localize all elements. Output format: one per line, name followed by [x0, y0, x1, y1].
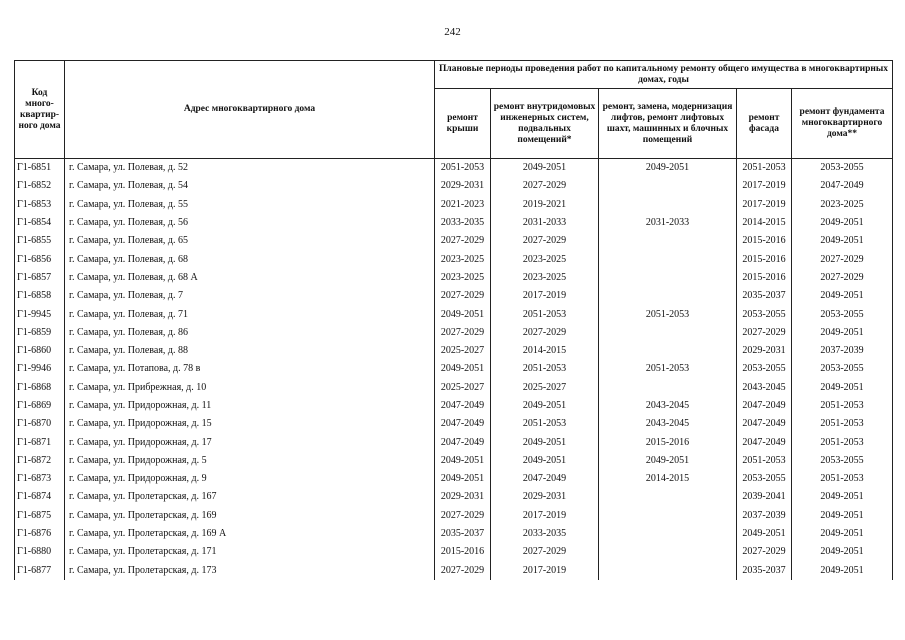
- cell-code: Г1-6859: [15, 324, 65, 342]
- cell-roof: 2025-2027: [435, 342, 491, 360]
- cell-address: г. Самара, ул. Полевая, д. 54: [65, 177, 435, 195]
- cell-facade: 2047-2049: [737, 397, 792, 415]
- cell-foundation: 2047-2049: [792, 177, 893, 195]
- cell-code: Г1-6856: [15, 250, 65, 268]
- cell-facade: 2027-2029: [737, 543, 792, 561]
- cell-address: г. Самара, ул. Полевая, д. 52: [65, 159, 435, 178]
- cell-elevators: [599, 269, 737, 287]
- cell-roof: 2027-2029: [435, 562, 491, 580]
- cell-roof: 2021-2023: [435, 196, 491, 214]
- cell-address: г. Самара, ул. Придорожная, д. 11: [65, 397, 435, 415]
- cell-address: г. Самара, ул. Придорожная, д. 17: [65, 433, 435, 451]
- table-row: [15, 305, 893, 323]
- cell-elevators: [599, 342, 737, 360]
- cell-roof: 2027-2029: [435, 287, 491, 305]
- table-row: [15, 470, 893, 488]
- cell-code: Г1-6851: [15, 159, 65, 178]
- table-row: [15, 433, 893, 451]
- cell-address: г. Самара, ул. Полевая, д. 68 А: [65, 269, 435, 287]
- cell-systems: 2027-2029: [491, 232, 599, 250]
- cell-facade: 2015-2016: [737, 269, 792, 287]
- cell-systems: 2023-2025: [491, 250, 599, 268]
- cell-foundation: 2049-2051: [792, 287, 893, 305]
- cell-systems: 2029-2031: [491, 488, 599, 506]
- cell-address: г. Самара, ул. Полевая, д. 7: [65, 287, 435, 305]
- cell-systems: 2051-2053: [491, 415, 599, 433]
- cell-facade: 2053-2055: [737, 305, 792, 323]
- cell-roof: 2047-2049: [435, 397, 491, 415]
- cell-code: Г1-9945: [15, 305, 65, 323]
- cell-address: г. Самара, ул. Придорожная, д. 15: [65, 415, 435, 433]
- cell-facade: 2053-2055: [737, 470, 792, 488]
- cell-roof: 2047-2049: [435, 433, 491, 451]
- cell-elevators: [599, 196, 737, 214]
- table-row: [15, 250, 893, 268]
- cell-code: Г1-6855: [15, 232, 65, 250]
- cell-foundation: 2027-2029: [792, 250, 893, 268]
- table-row: [15, 324, 893, 342]
- cell-elevators: 2043-2045: [599, 397, 737, 415]
- cell-foundation: 2051-2053: [792, 397, 893, 415]
- cell-systems: 2027-2029: [491, 177, 599, 195]
- cell-code: Г1-6868: [15, 379, 65, 397]
- cell-address: г. Самара, ул. Полевая, д. 68: [65, 250, 435, 268]
- cell-foundation: 2051-2053: [792, 415, 893, 433]
- cell-code: Г1-6872: [15, 452, 65, 470]
- cell-code: Г1-6853: [15, 196, 65, 214]
- cell-elevators: [599, 507, 737, 525]
- table-row: [15, 507, 893, 525]
- cell-elevators: [599, 543, 737, 561]
- cell-roof: 2029-2031: [435, 177, 491, 195]
- cell-elevators: [599, 488, 737, 506]
- cell-elevators: [599, 379, 737, 397]
- cell-address: г. Самара, ул. Придорожная, д. 5: [65, 452, 435, 470]
- cell-facade: 2043-2045: [737, 379, 792, 397]
- cell-roof: 2023-2025: [435, 269, 491, 287]
- header-periods: Плановые периоды проведения работ по капитальному ремонту общего имущества в многоквартирных домах, годы: [435, 61, 893, 89]
- cell-elevators: 2014-2015: [599, 470, 737, 488]
- cell-code: Г1-6858: [15, 287, 65, 305]
- table-row: [15, 415, 893, 433]
- cell-systems: 2017-2019: [491, 507, 599, 525]
- cell-facade: 2037-2039: [737, 507, 792, 525]
- cell-code: Г1-6877: [15, 562, 65, 580]
- table-row: [15, 342, 893, 360]
- cell-roof: 2027-2029: [435, 507, 491, 525]
- cell-foundation: 2053-2055: [792, 305, 893, 323]
- cell-elevators: [599, 177, 737, 195]
- table-row: [15, 269, 893, 287]
- cell-facade: 2015-2016: [737, 250, 792, 268]
- cell-systems: 2033-2035: [491, 525, 599, 543]
- cell-address: г. Самара, ул. Пролетарская, д. 169 А: [65, 525, 435, 543]
- cell-facade: 2039-2041: [737, 488, 792, 506]
- table-row: [15, 214, 893, 232]
- header-facade: ремонт фасада: [737, 89, 792, 159]
- table-row: [15, 397, 893, 415]
- cell-address: г. Самара, ул. Придорожная, д. 9: [65, 470, 435, 488]
- cell-elevators: 2051-2053: [599, 360, 737, 378]
- cell-code: Г1-6875: [15, 507, 65, 525]
- cell-roof: 2049-2051: [435, 452, 491, 470]
- cell-foundation: 2027-2029: [792, 269, 893, 287]
- cell-facade: 2049-2051: [737, 525, 792, 543]
- cell-facade: 2051-2053: [737, 159, 792, 178]
- cell-roof: 2049-2051: [435, 360, 491, 378]
- cell-systems: 2051-2053: [491, 305, 599, 323]
- cell-roof: 2023-2025: [435, 250, 491, 268]
- cell-elevators: [599, 232, 737, 250]
- table-row: [15, 360, 893, 378]
- table-row: [15, 159, 893, 178]
- cell-facade: 2017-2019: [737, 177, 792, 195]
- cell-code: Г1-6870: [15, 415, 65, 433]
- page-number: 242: [444, 26, 461, 38]
- cell-systems: 2049-2051: [491, 452, 599, 470]
- cell-address: г. Самара, ул. Полевая, д. 55: [65, 196, 435, 214]
- cell-foundation: 2049-2051: [792, 232, 893, 250]
- cell-roof: 2029-2031: [435, 488, 491, 506]
- cell-elevators: 2051-2053: [599, 305, 737, 323]
- cell-systems: 2049-2051: [491, 433, 599, 451]
- cell-foundation: 2049-2051: [792, 507, 893, 525]
- cell-roof: 2035-2037: [435, 525, 491, 543]
- cell-systems: 2017-2019: [491, 287, 599, 305]
- repair-schedule-table: [14, 60, 893, 580]
- cell-address: г. Самара, ул. Полевая, д. 88: [65, 342, 435, 360]
- cell-systems: 2031-2033: [491, 214, 599, 232]
- cell-foundation: 2049-2051: [792, 543, 893, 561]
- cell-code: Г1-6854: [15, 214, 65, 232]
- cell-foundation: 2049-2051: [792, 379, 893, 397]
- cell-foundation: 2051-2053: [792, 433, 893, 451]
- cell-foundation: 2049-2051: [792, 562, 893, 580]
- cell-elevators: 2031-2033: [599, 214, 737, 232]
- cell-roof: 2027-2029: [435, 232, 491, 250]
- cell-elevators: 2049-2051: [599, 159, 737, 178]
- cell-foundation: 2049-2051: [792, 324, 893, 342]
- cell-facade: 2047-2049: [737, 415, 792, 433]
- header-roof: ремонт крыши: [435, 89, 491, 159]
- cell-systems: 2025-2027: [491, 379, 599, 397]
- table-row: [15, 196, 893, 214]
- cell-address: г. Самара, ул. Прибрежная, д. 10: [65, 379, 435, 397]
- cell-elevators: [599, 250, 737, 268]
- cell-elevators: 2043-2045: [599, 415, 737, 433]
- table-row: [15, 562, 893, 580]
- cell-address: г. Самара, ул. Пролетарская, д. 171: [65, 543, 435, 561]
- cell-code: Г1-6871: [15, 433, 65, 451]
- cell-facade: 2035-2037: [737, 287, 792, 305]
- cell-systems: 2049-2051: [491, 397, 599, 415]
- cell-roof: 2049-2051: [435, 305, 491, 323]
- cell-systems: 2017-2019: [491, 562, 599, 580]
- cell-code: Г1-6869: [15, 397, 65, 415]
- cell-systems: 2014-2015: [491, 342, 599, 360]
- cell-facade: 2017-2019: [737, 196, 792, 214]
- cell-code: Г1-6857: [15, 269, 65, 287]
- cell-facade: 2015-2016: [737, 232, 792, 250]
- table-row: [15, 525, 893, 543]
- cell-facade: 2029-2031: [737, 342, 792, 360]
- table-row: [15, 488, 893, 506]
- cell-foundation: 2053-2055: [792, 159, 893, 178]
- cell-address: г. Самара, ул. Пролетарская, д. 167: [65, 488, 435, 506]
- cell-foundation: 2037-2039: [792, 342, 893, 360]
- cell-code: Г1-9946: [15, 360, 65, 378]
- cell-roof: 2051-2053: [435, 159, 491, 178]
- cell-systems: 2023-2025: [491, 269, 599, 287]
- cell-address: г. Самара, ул. Пролетарская, д. 173: [65, 562, 435, 580]
- header-address: Адрес многоквартирного дома: [65, 61, 435, 159]
- cell-roof: 2015-2016: [435, 543, 491, 561]
- cell-foundation: 2023-2025: [792, 196, 893, 214]
- cell-address: г. Самара, ул. Полевая, д. 71: [65, 305, 435, 323]
- cell-facade: 2035-2037: [737, 562, 792, 580]
- cell-address: г. Самара, ул. Полевая, д. 86: [65, 324, 435, 342]
- cell-roof: 2049-2051: [435, 470, 491, 488]
- header-systems: ремонт внутридомовых инженерных систем, подвальных помещений*: [491, 89, 599, 159]
- cell-facade: 2014-2015: [737, 214, 792, 232]
- cell-elevators: [599, 287, 737, 305]
- cell-elevators: 2015-2016: [599, 433, 737, 451]
- cell-code: Г1-6880: [15, 543, 65, 561]
- header-elevators: ремонт, замена, модернизация лифтов, ремонт лифтовых шахт, машинных и блочных помещений: [599, 89, 737, 159]
- cell-code: Г1-6873: [15, 470, 65, 488]
- cell-roof: 2047-2049: [435, 415, 491, 433]
- cell-roof: 2025-2027: [435, 379, 491, 397]
- cell-elevators: 2049-2051: [599, 452, 737, 470]
- cell-systems: 2027-2029: [491, 324, 599, 342]
- cell-facade: 2051-2053: [737, 452, 792, 470]
- table-body: [15, 159, 893, 580]
- cell-foundation: 2053-2055: [792, 452, 893, 470]
- cell-foundation: 2053-2055: [792, 360, 893, 378]
- cell-elevators: [599, 562, 737, 580]
- cell-facade: 2047-2049: [737, 433, 792, 451]
- cell-facade: 2053-2055: [737, 360, 792, 378]
- table-row: [15, 177, 893, 195]
- table-row: [15, 232, 893, 250]
- cell-code: Г1-6876: [15, 525, 65, 543]
- cell-address: г. Самара, ул. Пролетарская, д. 169: [65, 507, 435, 525]
- header-code: Код много-квартир-ного дома: [15, 61, 65, 159]
- cell-systems: 2027-2029: [491, 543, 599, 561]
- cell-systems: 2019-2021: [491, 196, 599, 214]
- table-row: [15, 379, 893, 397]
- table-row: [15, 452, 893, 470]
- cell-elevators: [599, 525, 737, 543]
- cell-roof: 2027-2029: [435, 324, 491, 342]
- cell-roof: 2033-2035: [435, 214, 491, 232]
- cell-systems: 2051-2053: [491, 360, 599, 378]
- cell-foundation: 2051-2053: [792, 470, 893, 488]
- cell-code: Г1-6852: [15, 177, 65, 195]
- cell-systems: 2047-2049: [491, 470, 599, 488]
- cell-code: Г1-6874: [15, 488, 65, 506]
- cell-address: г. Самара, ул. Полевая, д. 65: [65, 232, 435, 250]
- header-foundation: ремонт фундамента многоквартирного дома**: [792, 89, 893, 159]
- cell-elevators: [599, 324, 737, 342]
- cell-foundation: 2049-2051: [792, 525, 893, 543]
- table-row: [15, 287, 893, 305]
- table-row: [15, 543, 893, 561]
- cell-code: Г1-6860: [15, 342, 65, 360]
- cell-foundation: 2049-2051: [792, 214, 893, 232]
- cell-systems: 2049-2051: [491, 159, 599, 178]
- cell-facade: 2027-2029: [737, 324, 792, 342]
- cell-foundation: 2049-2051: [792, 488, 893, 506]
- cell-address: г. Самара, ул. Потапова, д. 78 в: [65, 360, 435, 378]
- cell-address: г. Самара, ул. Полевая, д. 56: [65, 214, 435, 232]
